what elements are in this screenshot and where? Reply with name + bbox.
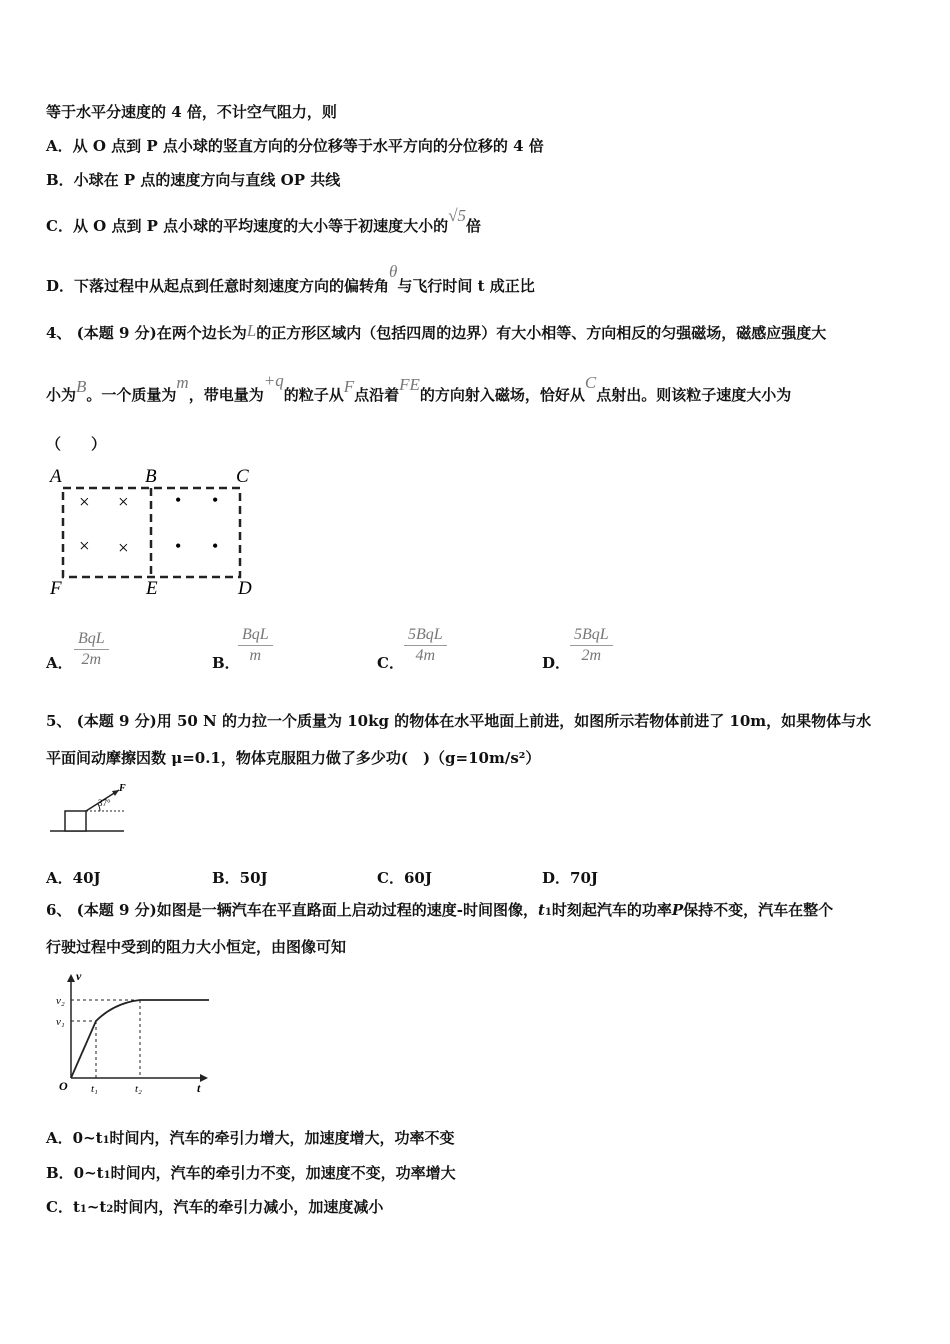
q6-text: ~t xyxy=(86,1198,107,1216)
fraction-denominator: 2m xyxy=(581,647,602,664)
dot-mark: • xyxy=(175,490,182,510)
q3-option-d-suffix: 与飞行时间 t 成正比 xyxy=(397,277,535,295)
q6-text: 时间内，汽车的牵引力不变，加速度不变，功率增大 xyxy=(110,1164,456,1182)
block-force-figure xyxy=(46,780,136,835)
q4-stem-line1 xyxy=(46,323,826,343)
q6-text: A．0~t xyxy=(46,1129,103,1147)
q6-option-c xyxy=(46,1197,383,1220)
q6-sub: 1 xyxy=(103,1170,111,1181)
math-B: B xyxy=(76,377,87,396)
math-F: F xyxy=(343,377,355,396)
dot-mark: • xyxy=(212,490,219,510)
q4-option-a-fraction xyxy=(74,630,109,669)
q4-option-c-label: C． xyxy=(377,654,404,672)
v-axis-arrow xyxy=(67,974,75,982)
fraction-denominator: 4m xyxy=(415,647,436,664)
q3-option-c-suffix: 倍 xyxy=(466,217,482,235)
label-C: C xyxy=(236,466,249,487)
fraction-denominator: m xyxy=(249,647,262,664)
label-F: F xyxy=(50,578,62,599)
q6-text: C．t xyxy=(46,1198,80,1216)
q4-option-a-label: A． xyxy=(46,654,73,672)
q4-option-c-fraction xyxy=(404,626,447,665)
q4-text: 的粒子从 xyxy=(283,386,344,404)
fraction-numerator: BqL xyxy=(238,626,273,646)
q6-P: P xyxy=(671,901,684,919)
q4-text: 的方向射入磁场，恰好从 xyxy=(419,386,585,404)
q6-stem-line2: 行驶过程中受到的阻力大小恒定，由图像可知 xyxy=(46,938,347,956)
q6-text: 时间内，汽车的牵引力增大，加速度增大，功率不变 xyxy=(109,1129,455,1147)
q5-option-a: A．40J xyxy=(46,869,101,887)
q5-option-b: B．50J xyxy=(212,869,268,887)
cross-mark: × xyxy=(118,492,129,513)
q6-option-a xyxy=(46,1128,455,1151)
q6-stem-line1 xyxy=(46,900,833,923)
t-axis-arrow xyxy=(200,1074,208,1082)
q3-option-c xyxy=(46,206,482,236)
fraction-numerator: 5BqL xyxy=(404,626,447,646)
q3-option-a: A．从 O 点到 P 点小球的竖直方向的分位移等于水平方向的分位移的 4 倍 xyxy=(46,137,544,155)
q6-text: 时刻起汽车的功率 xyxy=(551,901,672,919)
q6-text: 时间内，汽车的牵引力减小，加速度减小 xyxy=(113,1198,384,1216)
force-label: F xyxy=(119,783,126,794)
label-D: D xyxy=(238,578,252,599)
q6-text: 6、 (本题 9 分)如图是一辆汽车在平直路面上启动过程的速度-时间图像， xyxy=(46,901,538,919)
q6-text: B．0~t xyxy=(46,1164,104,1182)
math-FE: FE xyxy=(399,375,420,394)
v1-label: v₁ xyxy=(56,1016,65,1028)
theta-math: θ xyxy=(389,262,398,281)
q4-text: 的正方形区域内（包括四周的边界）有大小相等、方向相反的匀强磁场，磁感应强度大 xyxy=(256,324,827,342)
q4-text: 。一个质量为 xyxy=(86,386,177,404)
curved-segment xyxy=(96,1000,140,1021)
q5-stem-line2: 平面间动摩擦因数 μ=0.1，物体克服阻力做了多少功( )（g=10m/s²） xyxy=(46,749,541,767)
q5-option-d: D．70J xyxy=(542,869,598,887)
sqrt5-math: √5 xyxy=(448,206,467,225)
cross-mark: × xyxy=(79,536,90,557)
label-B: B xyxy=(145,466,157,487)
angle-label: 37° xyxy=(98,798,111,808)
q5-option-c: C．60J xyxy=(377,869,432,887)
t1-label: t₁ xyxy=(91,1083,98,1094)
linear-segment xyxy=(71,1021,96,1078)
q3-option-d-text: D．下落过程中从起点到任意时刻速度方向的偏转角 xyxy=(46,277,390,295)
cross-mark: × xyxy=(118,538,129,559)
q6-sub: 2 xyxy=(106,1204,114,1215)
q6-text: 保持不变，汽车在整个 xyxy=(683,901,834,919)
q5-stem-line1: 5、 (本题 9 分)用 50 N 的力拉一个质量为 10kg 的物体在水平地面上前进，如图所示若物体前进了 10m，如果物体与水 xyxy=(46,712,872,730)
math-q: +q xyxy=(263,371,284,390)
q6-option-b xyxy=(46,1163,456,1186)
q3-option-d xyxy=(46,262,535,296)
q4-text: 点射出。则该粒子速度大小为 xyxy=(596,386,792,404)
origin-label: O xyxy=(59,1079,68,1093)
dot-mark: • xyxy=(212,536,219,556)
q4-option-d-label: D． xyxy=(542,654,571,672)
q6-t: t xyxy=(537,901,545,919)
label-A: A xyxy=(50,466,62,487)
math-m: m xyxy=(176,373,189,392)
q6-sub: 1 xyxy=(544,907,552,918)
q3-continuation: 等于水平分速度的 4 倍，不计空气阻力，则 xyxy=(46,103,337,121)
v-axis-label: v xyxy=(76,969,82,983)
q4-text: 4、 (本题 9 分)在两个边长为 xyxy=(46,324,247,342)
label-E: E xyxy=(146,578,158,599)
v2-label: v₂ xyxy=(56,995,65,1007)
t2-label: t₂ xyxy=(135,1083,142,1094)
velocity-time-graph xyxy=(54,968,214,1094)
dot-mark: • xyxy=(175,536,182,556)
q4-text: 点沿着 xyxy=(354,386,400,404)
math-L: L xyxy=(246,321,257,340)
magnetic-field-figure xyxy=(40,460,270,605)
q4-text: ，带电量为 xyxy=(188,386,264,404)
block xyxy=(65,811,86,831)
fraction-numerator: BqL xyxy=(74,630,109,650)
q3-option-c-text: C．从 O 点到 P 点小球的平均速度的大小等于初速度大小的 xyxy=(46,217,449,235)
fraction-numerator: 5BqL xyxy=(570,626,613,646)
q4-text: 小为 xyxy=(46,386,77,404)
t-axis-label: t xyxy=(197,1081,201,1094)
q4-stem-line2 xyxy=(46,371,792,405)
q4-option-d-fraction xyxy=(570,626,613,665)
math-C: C xyxy=(584,373,597,392)
q4-option-b-label: B． xyxy=(212,654,240,672)
fraction-denominator: 2m xyxy=(81,651,102,668)
q6-sub: 1 xyxy=(102,1135,110,1146)
q6-sub: 1 xyxy=(79,1204,87,1215)
q4-option-b-fraction xyxy=(238,626,273,665)
cross-mark: × xyxy=(79,492,90,513)
q4-answer-paren: （ ） xyxy=(46,435,107,453)
q3-option-b: B．小球在 P 点的速度方向与直线 OP 共线 xyxy=(46,171,341,189)
